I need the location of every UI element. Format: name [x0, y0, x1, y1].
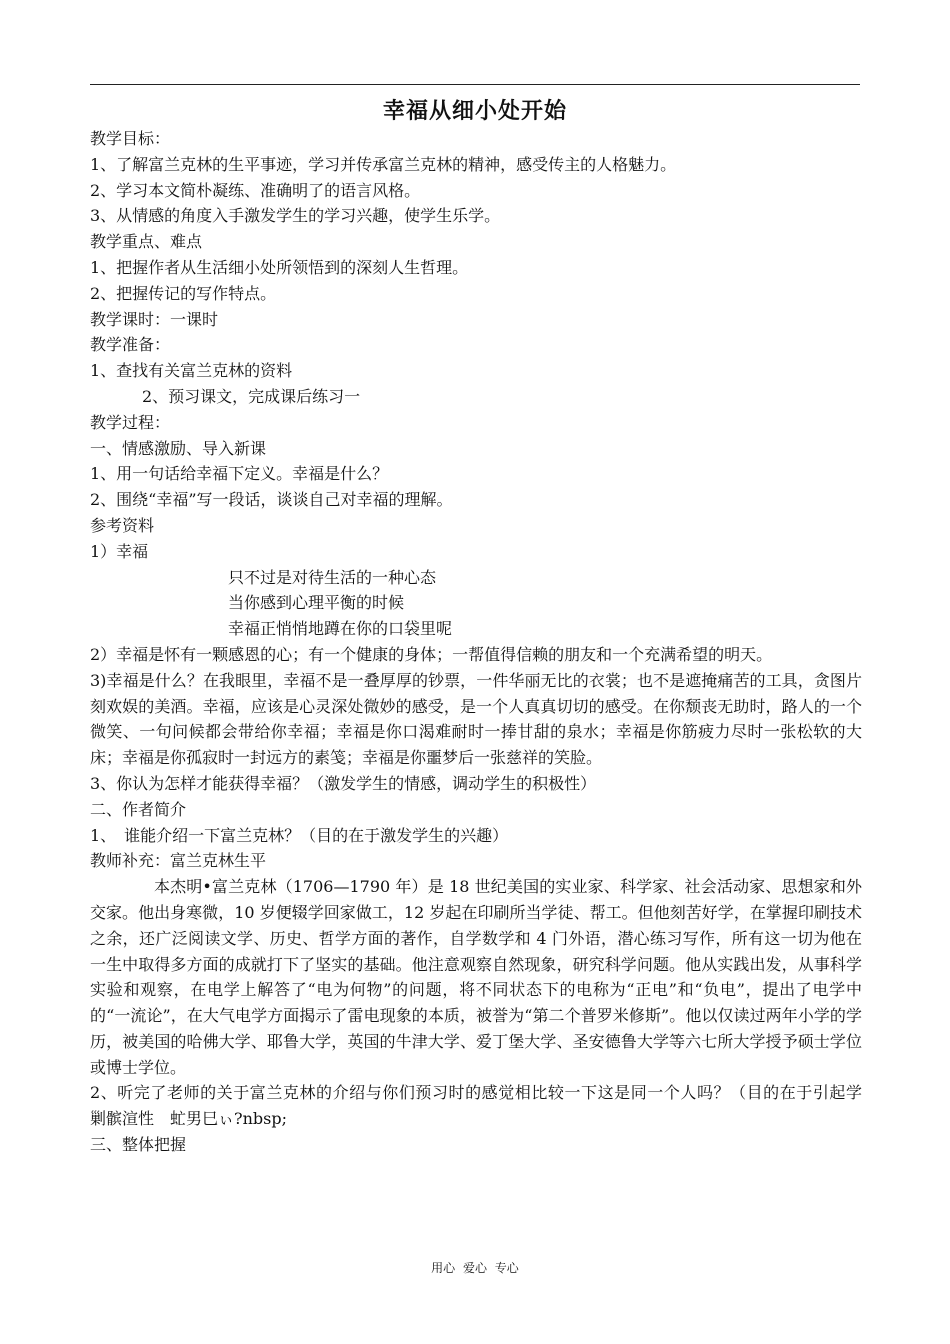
biography-paragraph: 本杰明•富兰克林（1706—1790 年）是 18 世纪美国的实业家、科学家、社会活动家、思想家和外交家。他出身寒微，10 岁便辍学回家做工，12 岁起在印刷所当学徒、帮工。但他刻苦好学，在掌握印刷技术之余，还广泛阅读文学、历史、哲学方面的著作，自学数学和 4 门外语，潜心练习写作，所有这一切为他在一生中取得多方面的成就打下了坚实的基础。他注意观察自然现象，研究科学问题。他从实践出发，从事科学实验和观察，在电学上解答了“电为何物”的问题，将不同状态下的电称为“正电”和“负电”，提出了电学中的“一流论”，在大气电学方面揭示了雷电现象的本质，被誉为“第二个普罗米修斯”。他以仅读过两年小学的学历，被美国的哈佛大学、耶鲁大学，英国的牛津大学、爱丁堡大学、圣安德鲁大学等六七所大学授予硕士学位或博士学位。: [90, 877, 862, 1077]
section-heading: 教学重点、难点: [90, 232, 203, 252]
step-item: 2、听完了老师的关于富兰克林的介绍与你们预习时的感觉相比较一下这是同一个人吗？（目的在于引起学 剿髌渲性 虻男巳ぃ?nbsp;: [90, 1083, 879, 1129]
poem-line: 幸福正悄悄地蹲在你的口袋里呢: [228, 619, 453, 639]
objective-item: 3、从情感的角度入手激发学生的学习兴趣，使学生乐学。: [90, 206, 501, 226]
objective-item: 1、了解富兰克林的生平事迹，学习并传承富兰克林的精神，感受传主的人格魅力。: [90, 154, 677, 174]
step-heading: 三、整体把握: [90, 1135, 187, 1155]
key-point-item: 2、把握传记的写作特点。: [90, 283, 277, 303]
poem-line: 当你感到心理平衡的时候: [228, 593, 405, 613]
step-heading: 一、情感激励、导入新课: [90, 438, 267, 458]
page-title: 幸福从细小处开始: [382, 99, 567, 124]
prep-item: 2、预习课文，完成课后练习一: [142, 386, 361, 406]
prep-item: 1、查找有关富兰克林的资料: [90, 361, 293, 381]
step-item: 3、你认为怎样才能获得幸福？（激发学生的情感，调动学生的积极性）: [90, 773, 597, 793]
reference-item: 1）幸福: [90, 541, 149, 561]
step-item: 1、用一句话给幸福下定义。幸福是什么？: [90, 464, 389, 484]
step-item: 1、 谁能介绍一下富兰克林？（目的在于激发学生的兴趣）: [90, 825, 509, 845]
poem-line: 只不过是对待生活的一种心态: [228, 567, 437, 587]
step-heading: 二、作者简介: [90, 799, 187, 819]
reference-paragraph: 2）幸福是怀有一颗感恩的心；有一个健康的身体；一帮值得信赖的朋友和一个充满希望的明天。: [90, 644, 773, 664]
header-rule: [90, 84, 860, 85]
page-footer: 用心 爱心 专心: [431, 1261, 519, 1275]
objective-item: 2、学习本文简朴凝练、准确明了的语言风格。: [90, 180, 421, 200]
section-heading: 教师补充：富兰克林生平: [90, 851, 267, 871]
section-heading: 教学过程：: [90, 412, 171, 432]
key-point-item: 1、把握作者从生活细小处所领悟到的深刻人生哲理。: [90, 257, 469, 277]
section-heading: 教学准备：: [90, 335, 171, 355]
step-item: 2、围绕“幸福”写一段话，谈谈自己对幸福的理解。: [90, 490, 453, 510]
document-body: [90, 126, 879, 1158]
section-heading: 参考资料: [90, 515, 155, 535]
reference-paragraph: 3)幸福是什么？在我眼里，幸福不是一叠厚厚的钞票，一件华丽无比的衣裳；也不是遮掩痛苦的工具，贪图片刻欢娱的美酒。幸福，应该是心灵深处微妙的感受，是一个人真真切切的感受。在你颓丧无助时，路人的一个微笑、一句问候都会带给你幸福；幸福是你口渴难耐时一捧甘甜的泉水；幸福是你筋疲力尽时一张松软的大床；幸福是你孤寂时一封远方的素笺；幸福是你噩梦后一张慈祥的笑脸。: [90, 670, 862, 768]
section-heading: 教学课时：一课时: [90, 309, 219, 329]
section-heading: 教学目标：: [90, 129, 171, 148]
